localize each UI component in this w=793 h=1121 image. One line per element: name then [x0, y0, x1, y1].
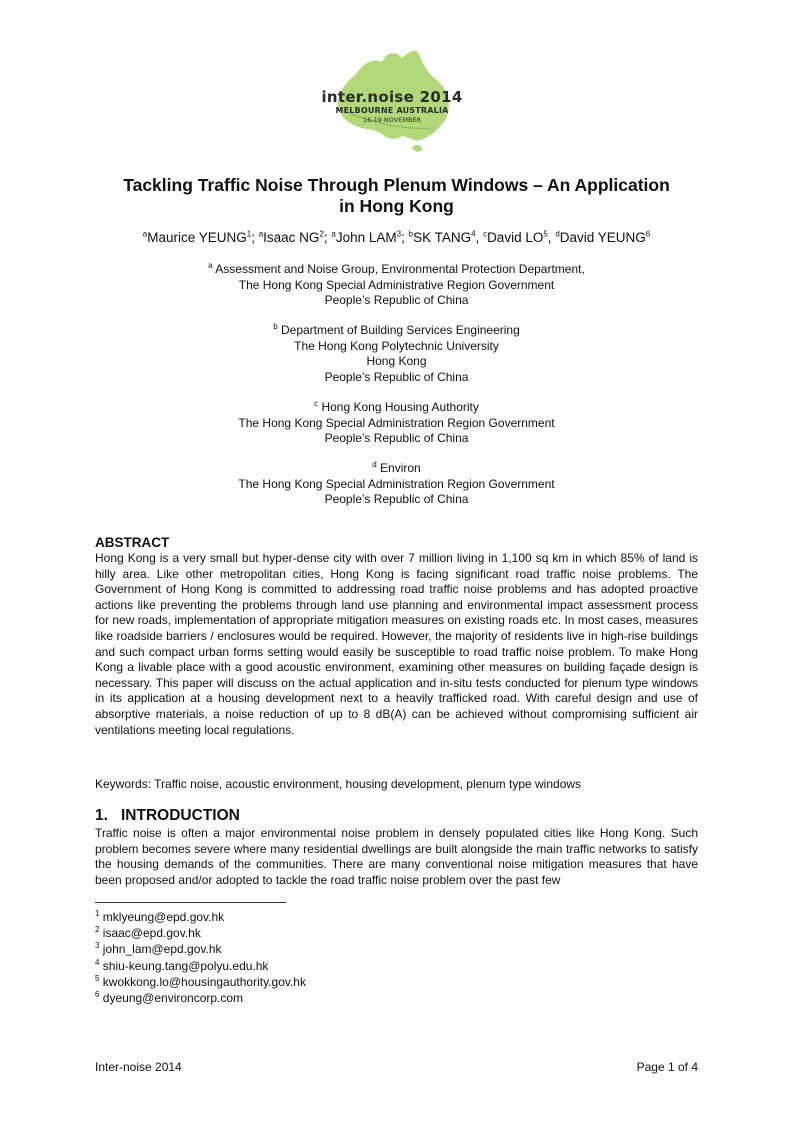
footnote-number: 1	[95, 909, 100, 918]
author-list	[40, 229, 753, 247]
author-separator: ,	[547, 230, 556, 245]
keywords: Keywords: Traffic noise, acoustic environment, housing development, plenum type windows	[95, 777, 582, 791]
author-name: John LAM	[335, 230, 397, 245]
footnote-email-link[interactable]: john_lam@epd.gov.hk	[102, 942, 222, 957]
footnote-email-link[interactable]: shiu-keung.tang@polyu.edu.hk	[102, 958, 269, 973]
paper-title	[60, 175, 733, 217]
author-name: SK TANG	[413, 230, 472, 245]
footnote-number: 4	[95, 957, 100, 967]
abstract-heading: ABSTRACT	[95, 535, 170, 550]
affiliation-a	[150, 262, 643, 309]
author	[409, 230, 483, 245]
affiliation-label: d	[372, 460, 377, 469]
affiliation-label: c	[314, 399, 319, 408]
author-affiliation-label: a	[142, 229, 148, 239]
affiliation-line: Hong Kong Housing Authority	[321, 400, 479, 414]
author-separator: ;	[323, 230, 332, 245]
affiliation-line: Environ	[380, 461, 421, 475]
affiliation-b	[150, 323, 643, 385]
footnote	[95, 909, 306, 925]
affiliation-c	[150, 400, 643, 447]
affiliation-line: Department of Building Services Engineering	[280, 323, 520, 337]
logo-location: MELBOURNE AUSTRALIA	[335, 106, 449, 115]
author-affiliation-label: a	[258, 229, 264, 239]
footnotes	[95, 909, 306, 1006]
author-footnote-ref: 2	[319, 229, 324, 239]
author-separator: ;	[401, 230, 409, 245]
author-affiliation-label: d	[555, 229, 560, 239]
conference-logo	[316, 44, 468, 162]
footnote	[95, 974, 306, 990]
author-name: Maurice YEUNG	[147, 230, 247, 245]
affiliation-line: People’s Republic of China	[324, 492, 469, 506]
author	[483, 230, 555, 245]
footer-page-number: Page 1 of 4	[636, 1060, 698, 1074]
affiliation-line: People’s Republic of China	[324, 431, 469, 445]
author-name: David YEUNG	[559, 230, 646, 245]
footnote-number: 5	[95, 973, 100, 983]
author-footnote-ref: 5	[543, 229, 548, 239]
footnote-number: 3	[95, 941, 100, 951]
title-line-2: in Hong Kong	[339, 196, 454, 216]
footnote	[95, 925, 306, 941]
footnote-email-link[interactable]: kwokkong.lo@housingauthority.gov.hk	[102, 974, 306, 989]
author-name: Isaac NG	[263, 230, 320, 245]
affiliation-line: People’s Republic of China	[324, 293, 469, 307]
author-footnote-ref: 4	[471, 229, 476, 239]
footnote-email-link[interactable]: dyeung@environcorp.com	[102, 991, 244, 1006]
section-heading-introduction	[95, 807, 240, 825]
author-footnote-ref: 1	[246, 229, 252, 239]
footnote	[95, 990, 306, 1006]
author-separator: ,	[475, 230, 484, 245]
abstract-text: Hong Kong is a very small but hyper-dense city with over 7 million living in 1,100 sq km in which 85% of land is hilly area. Like other metropolitan cities, Hong Kong is facing significant road traffic noise problems. The Government of Hong Kong is committed to addressing road traffic noise problems and has adopted proactive actions like preventing the problems through land use planning and environmental impact assessment process for new roads, implementation of appropriate mitigation measures on existing roads etc. In most cases, measures like roadside barriers / enclosures would be required. However, the majority of residents live in high-rise buildings and such compact urban forms setting would easily be susceptible to road traffic noise problem. To make Hong Kong a livable place with a good acoustic environment, examining other measures on building façade design is necessary. This paper will discuss on the actual application and in-situ tests conducted for plenum type windows in its application at a housing development next to a heavily trafficked road. With careful design and use of absorptive materials, a noise reduction of up to 8 dB(A) can be achieved without compromising sufficient air ventilations meeting local regulations.	[95, 551, 698, 737]
author-name: David LO	[487, 230, 544, 245]
footnote-number: 6	[95, 990, 100, 1000]
footer-conference-name: Inter-noise 2014	[95, 1060, 182, 1074]
footnote	[95, 958, 306, 974]
author	[143, 230, 259, 245]
author	[555, 230, 650, 245]
title-line-1: Tackling Traffic Noise Through Plenum Windows – An Application	[123, 175, 670, 195]
affiliation-line: Assessment and Noise Group, Environmental Protection Department,	[215, 262, 585, 276]
affiliation-line: The Hong Kong Special Administrative Region Government	[238, 277, 555, 292]
author-footnote-ref: 6	[645, 229, 651, 239]
author-affiliation-label: b	[408, 229, 414, 239]
author-affiliation-label: c	[483, 229, 488, 239]
affiliation-line: Hong Kong	[366, 354, 427, 368]
affiliation-label: b	[273, 322, 278, 331]
logo-title: inter.noise 2014	[321, 88, 463, 106]
author	[331, 230, 408, 245]
section-number: 1.	[95, 807, 108, 824]
footnote-email-link[interactable]: mklyeung@epd.gov.hk	[102, 910, 225, 924]
author-separator: ;	[251, 230, 259, 245]
affiliation-d	[150, 461, 643, 508]
author	[259, 230, 332, 245]
affiliation-line: The Hong Kong Polytechnic University	[294, 338, 499, 353]
introduction-text: Traffic noise is often a major environmental noise problem in densely populated cities like Hong Kong. Such problem becomes severe where many residential dwellings are built alongside the main traffic networks to satisfy the housing demands of the communities. There are many conventional noise mitigation measures that have been proposed and/or adopted to tackle the road traffic noise problem over the past few	[95, 826, 698, 887]
author-footnote-ref: 3	[396, 229, 402, 239]
affiliation-line: The Hong Kong Special Administration Region Government	[238, 476, 555, 491]
footnote-divider	[95, 902, 286, 903]
section-title: INTRODUCTION	[121, 807, 240, 824]
affiliation-line: The Hong Kong Special Administration Region Government	[238, 415, 555, 430]
footnote-number: 2	[95, 925, 100, 935]
author-affiliation-label: a	[331, 229, 336, 239]
footnote	[95, 941, 306, 957]
logo-dates: 16-19 NOVEMBER	[362, 116, 422, 124]
footnote-email-link[interactable]: isaac@epd.gov.hk	[102, 926, 201, 941]
affiliation-line: People’s Republic of China	[324, 369, 469, 384]
affiliation-label: a	[208, 261, 213, 270]
